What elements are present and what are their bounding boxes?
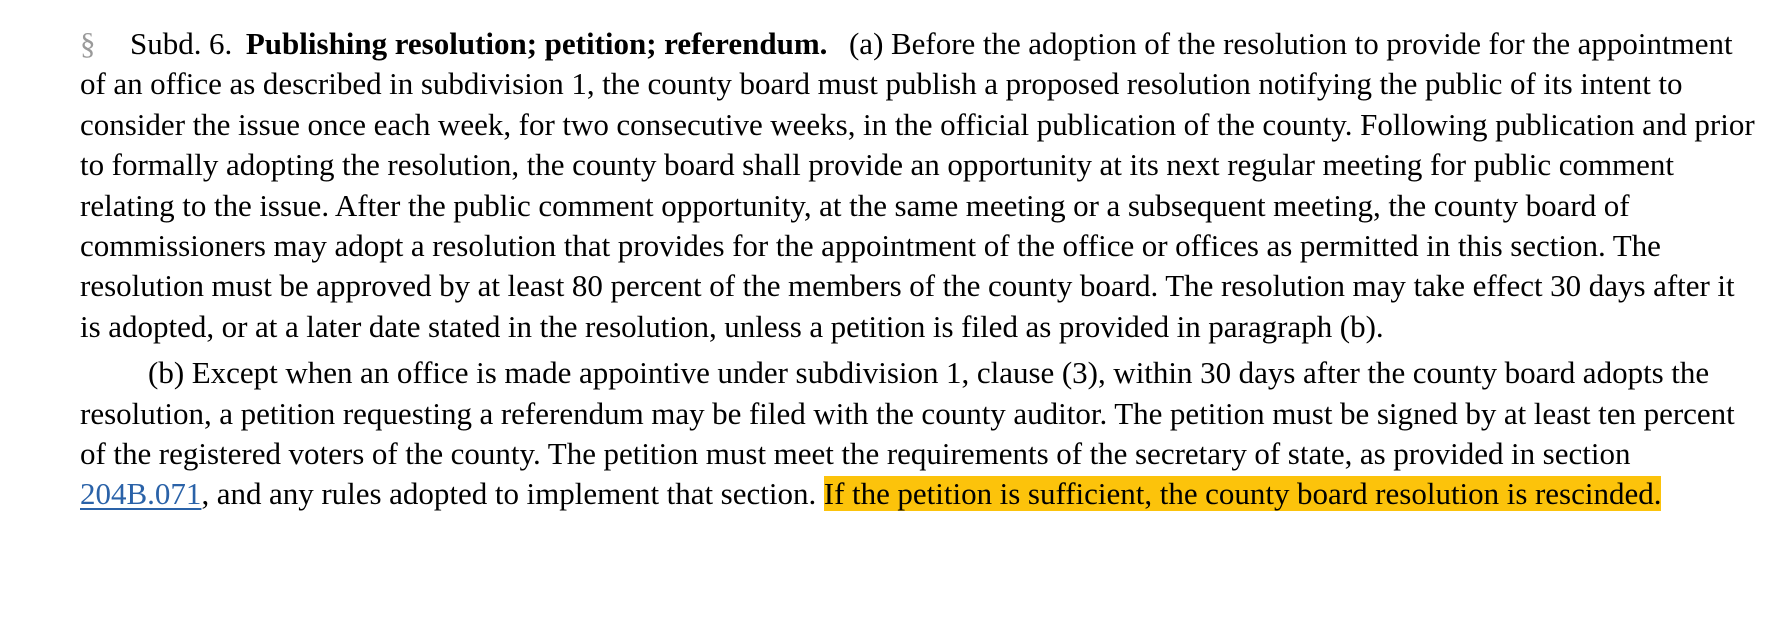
paragraph-a-text: (a) Before the adoption of the resolution to provide for the appointment of an office as described in subdivision 1, the county board must publish a proposed resolution notifying the public of its intent to consider the issue once each week, for two consecutive weeks, in the official publication of the county. Following publication and prior to formally adopting the resolution, the county board shall provide an opportunity at its next regular meeting for public comment relating to the issue. After the public comment opportunity, at the same meeting or a subsequent meeting, the county board of commissioners may adopt a resolution that provides for the appointment of the office or offices as permitted in this section. The resolution must be approved by at least 80 percent of the members of the county board. The resolution may take effect 30 days after it is adopted, or at a later date stated in the resolution, unless a petition is filed as provided in paragraph (b).	[80, 26, 1755, 344]
paragraph-a: § Subd. 6. Publishing resolution; petition; referendum. (a) Before the adoption of the resolution to provide for the appointment of an office as described in subdivision 1, the county board must publish a proposed resolution notifying the public of its intent to consider the issue once each week, for two consecutive weeks, in the official publication of the county. Following publication and prior to formally adopting the resolution, the county board shall provide an opportunity at its next regular meeting for public comment relating to the issue. After the public comment opportunity, at the same meeting or a subsequent meeting, the county board of commissioners may adopt a resolution that provides for the appointment of the office or offices as permitted in this section. The resolution must be approved by at least 80 percent of the members of the county board. The resolution may take effect 30 days after it is adopted, or at a later date stated in the resolution, unless a petition is filed as provided in paragraph (b).	[80, 26, 1755, 344]
subdivision-heading: Publishing resolution; petition; referendum.	[245, 26, 828, 61]
paragraph-b-text-before-link: (b) Except when an office is made appointive under subdivision 1, clause (3), within 30 days after the county board adopts the resolution, a petition requesting a referendum may be filed with the county auditor. The petition must be signed by at least ten percent of the registered voters of the county. The petition must meet the requirements of the secretary of state, as provided in section	[80, 355, 1735, 472]
section-204b071-link[interactable]: 204B.071	[80, 476, 202, 512]
paragraph-b	[80, 353, 1760, 515]
highlighted-sentence: If the petition is sufficient, the county board resolution is rescinded.	[823, 476, 1662, 512]
subdivision-label: Subd. 6.	[130, 26, 233, 61]
paragraph-b-text-after-link: , and any rules adopted to implement that section.	[201, 476, 824, 512]
